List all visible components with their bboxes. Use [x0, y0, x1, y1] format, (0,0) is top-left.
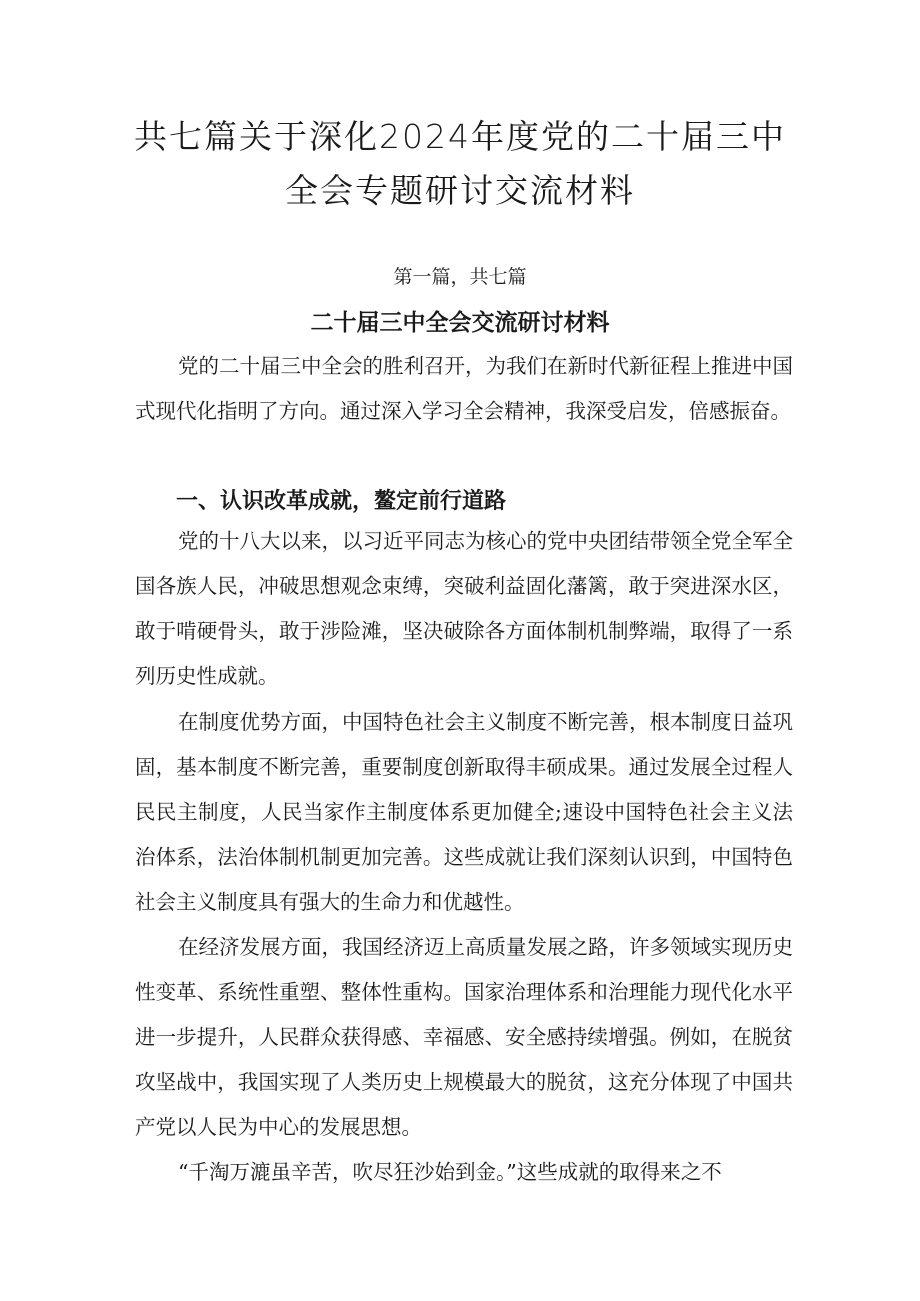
- document-title-line-1: 共七篇关于深化2024年度党的二十届三中: [134, 117, 786, 156]
- document-title-line-2: 全会专题研讨交流材料: [285, 171, 635, 210]
- body-paragraph-2: 在制度优势方面，中国特色社会主义制度不断完善，根本制度日益巩固，基本制度不断完善，重要制度创新取得丰硕成果。通过发展全过程人民民主制度，人民当家作主制度体系更加健全;速设中国特色社会主义法治体系，法治体制机制更加完善。这些成就让我们深刻认识到，中国特色社会主义制度具有强大的生命力和优越性。: [135, 710, 793, 914]
- section-heading: 一、认识改革成就，鳌定前行道路: [176, 489, 507, 514]
- body-paragraph-4: “千淘万漉虽辛苦，吹尽狂沙始到金。”这些成就的取得来之不: [178, 1160, 722, 1184]
- body-paragraph-3: 在经济发展方面，我国经济迈上高质量发展之路，许多领域实现历史性变革、系统性重塑、整体性重构。国家治理体系和治理能力现代化水平进一步提升，人民群众获得感、幸福感、安全感持续增强。例如，在脱贫攻坚战中，我国实现了人类历史上规模最大的脱贫，这充分体现了中国共产党以人民为中心的发展思想。: [135, 935, 793, 1139]
- body-paragraph-1: 党的十八大以来，以习近平同志为核心的党中央团结带领全党全军全国各族人民，冲破思想观念束缚，突破利益固化藩篱，敢于突进深水区，敢于啃硬骨头，敢于涉险滩，坚决破除各方面体制机制弊端，取得了一系列历史性成就。: [135, 529, 793, 688]
- document-title: [60, 110, 860, 218]
- part-label: 第一篇，共七篇: [393, 266, 527, 288]
- intro-paragraph: 党的二十届三中全会的胜利召开，为我们在新时代新征程上推进中国式现代化指明了方向。通过深入学习全会精神，我深受启发，倍感振奋。: [135, 354, 793, 423]
- part-title: 二十届三中全会交流研讨材料: [310, 310, 610, 336]
